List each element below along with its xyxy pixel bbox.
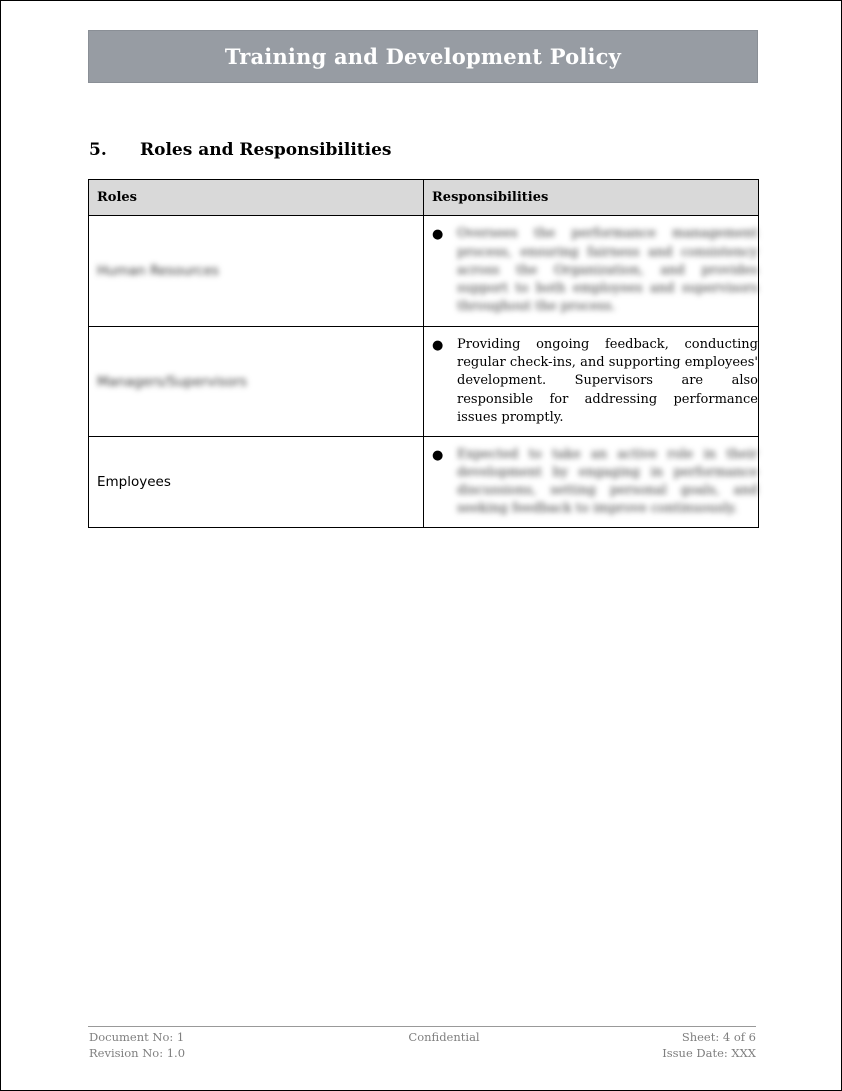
responsibility-text: Expected to take an active role in their development by engaging in performance discussions, setting personal goals, and seeking feedback to improve continuously.	[457, 446, 758, 517]
responsibility-text: Providing ongoing feedback, conducting regular check-ins, and supporting employees' development. Supervisors are also responsible for addressing performance issues promptly.	[457, 336, 758, 425]
footer-divider	[88, 1026, 756, 1027]
document-title: Training and Development Policy	[224, 44, 622, 69]
role-label: Employees	[97, 474, 171, 490]
confidential-label: Confidential	[408, 1030, 480, 1044]
responsibility-cell	[424, 327, 759, 437]
responsibility-cell	[424, 216, 759, 327]
roles-table	[88, 179, 759, 528]
issue-date: Issue Date: XXX	[662, 1046, 756, 1060]
title-banner	[88, 30, 758, 83]
column-header-responsibilities: Responsibilities	[424, 180, 759, 216]
bullet-icon: ●	[432, 227, 444, 243]
bullet-icon: ●	[432, 337, 444, 353]
role-cell	[89, 216, 424, 327]
section-number: 5.	[89, 140, 107, 160]
responsibility-text: Oversees the performance management process, ensuring fairness and consistency across the Organization, and provides support to both employees and supervisors throughout the process.	[457, 226, 758, 315]
table-row	[89, 437, 759, 528]
role-label: Human Resources	[97, 263, 219, 279]
table-header-row	[89, 180, 759, 216]
footer-right	[662, 1029, 756, 1061]
table-row	[89, 216, 759, 327]
document-number: Document No: 1	[89, 1030, 185, 1044]
role-label: Managers/Supervisors	[97, 373, 247, 390]
sheet-number: Sheet: 4 of 6	[681, 1030, 756, 1044]
role-cell	[89, 327, 424, 437]
table-row	[89, 327, 759, 437]
responsibility-cell	[424, 437, 759, 528]
bullet-icon: ●	[432, 447, 444, 463]
revision-number: Revision No: 1.0	[89, 1046, 186, 1060]
section-title: Roles and Responsibilities	[140, 140, 392, 160]
section-heading	[89, 140, 392, 160]
column-header-roles: Roles	[89, 180, 424, 216]
role-cell	[89, 437, 424, 528]
